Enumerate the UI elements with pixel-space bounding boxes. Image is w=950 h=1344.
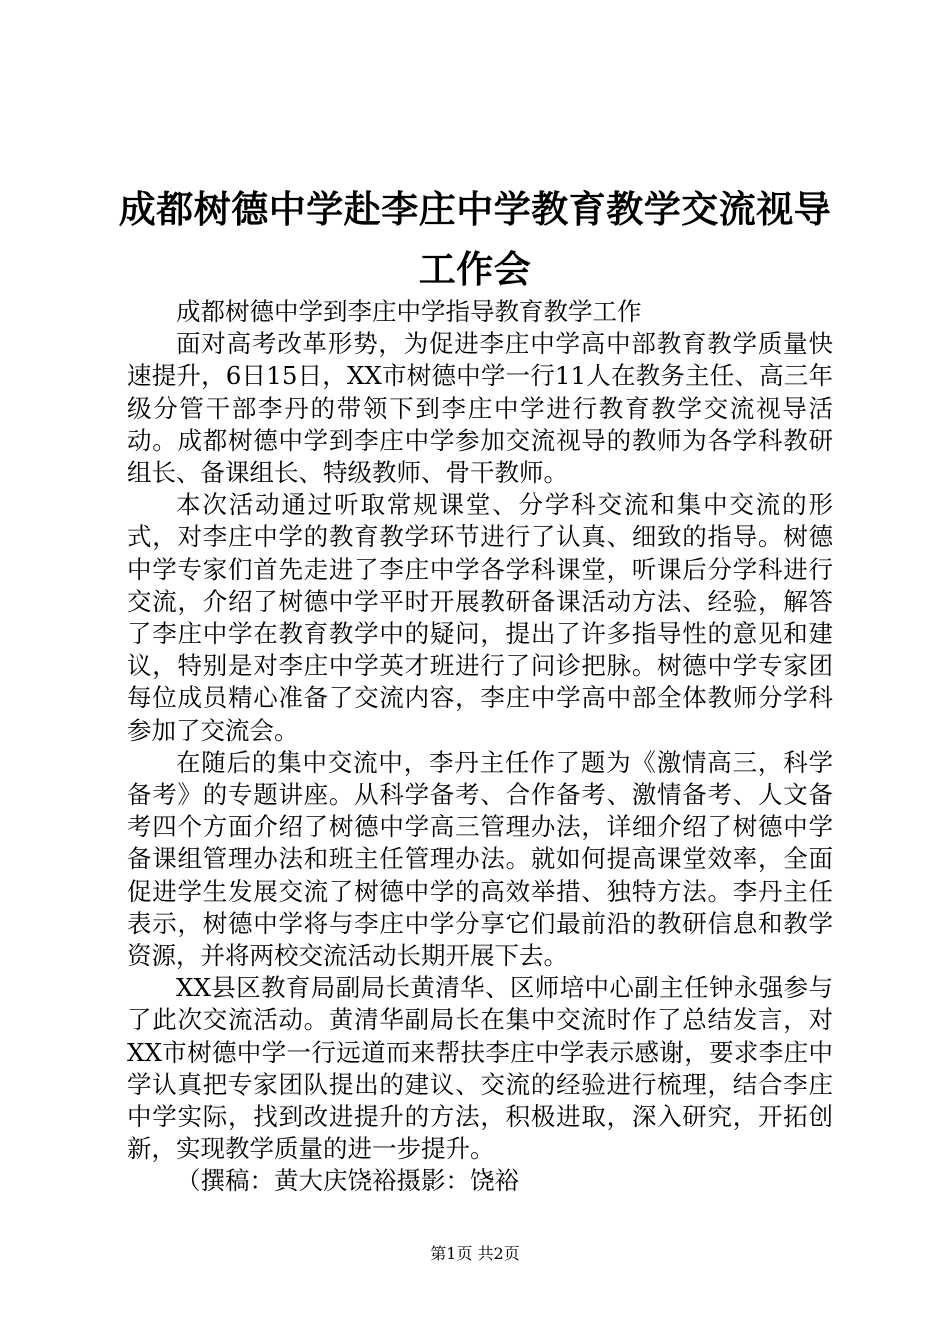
paragraph: XX县区教育局副局长黄清华、区师培中心副主任钟永强参与了此次交流活动。黄清华副局长在集中交流时作了总结发言，对XX市树德中学一行远道而来帮扶李庄中学表示感谢，要求李庄中学认真把专家团队提出的建议、交流的经验进行梳理，结合李庄中学实际，找到改进提升的方法，积极进取，深入研究，开拓创新，实现教学质量的进一步提升。 bbox=[127, 973, 833, 1164]
paragraph: 本次活动通过听取常规课堂、分学科交流和集中交流的形式，对李庄中学的教育教学环节进行了认真、细致的指导。树德中学专家们首先走进了李庄中学各学科课堂，听课后分学科进行交流，介绍了树德中学平时开展教研备课活动方法、经验，解答了李庄中学在教育教学中的疑问，提出了许多指导性的意见和建议，特别是对李庄中学英才班进行了问诊把脉。树德中学专家团每位成员精心准备了交流内容，李庄中学高中部全体教师分学科参加了交流会。 bbox=[127, 490, 833, 745]
document-body bbox=[127, 296, 833, 1198]
paragraph-credits: （撰稿：黄大庆饶裕摄影：饶裕 bbox=[176, 1166, 519, 1196]
paragraph: 在随后的集中交流中，李丹主任作了题为《激情高三，科学备考》的专题讲座。从科学备考、合作备考、激情备考、人文备考四个方面介绍了树德中学高三管理办法，详细介绍了树德中学备课组管理办法和班主任管理办法。就如何提高课堂效率，全面促进学生发展交流了树德中学的高效举措、独特方法。李丹主任表示，树德中学将与李庄中学分享它们最前沿的教研信息和教学资源，并将两校交流活动长期开展下去。 bbox=[127, 747, 833, 971]
page-footer: 第1页 共2页 bbox=[430, 1244, 520, 1263]
paragraph-subtitle: 成都树德中学到李庄中学指导教育教学工作 bbox=[176, 297, 642, 326]
paragraph: 面对高考改革形势，为促进李庄中学高中部教育教学质量快速提升，6日15日，XX市树德中学一行11人在教务主任、高三年级分管干部李丹的带领下到李庄中学进行教育教学交流视导活动。成都树德中学到李庄中学参加交流视导的教师为各学科教研组长、备课组长、特级教师、骨干教师。 bbox=[127, 329, 833, 488]
document-title: 成都树德中学赴李庄中学教育教学交流视导工作会 bbox=[118, 188, 832, 291]
